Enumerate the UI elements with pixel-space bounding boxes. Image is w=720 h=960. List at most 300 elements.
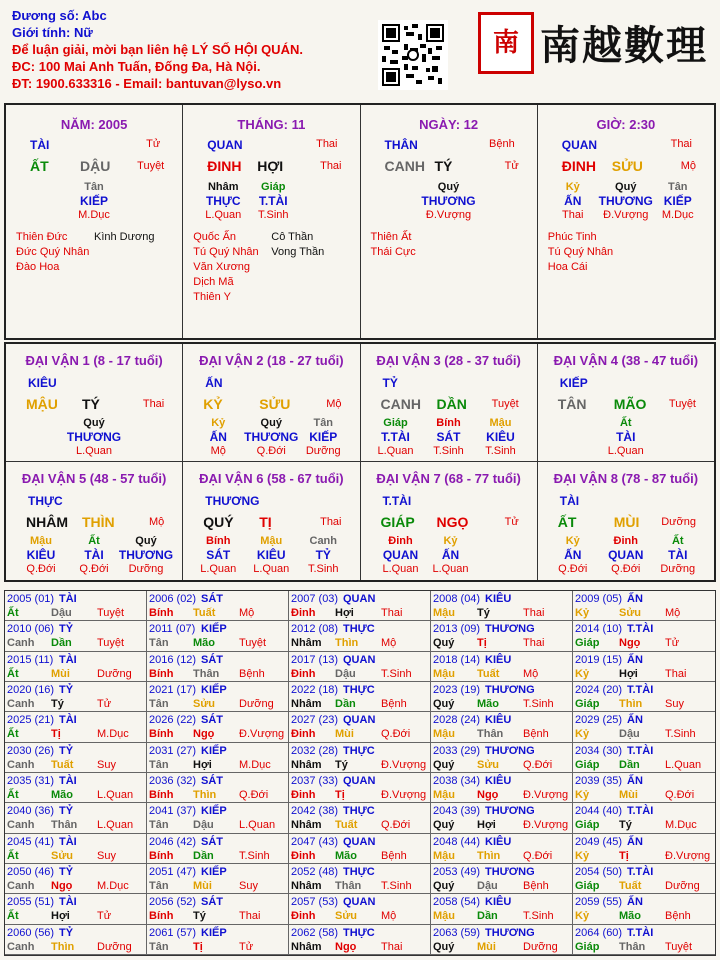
year-stem: Tân	[149, 940, 169, 953]
year-label: 2033 (29)	[433, 744, 481, 757]
year-stem: Bính	[149, 728, 174, 741]
year-cell	[431, 591, 573, 621]
year-stage: Mộ	[381, 910, 397, 923]
year-cell	[5, 712, 147, 742]
year-stem: Bính	[149, 849, 174, 862]
year-cell	[5, 621, 147, 651]
year-stem: Giáp	[575, 940, 600, 953]
year-label: 2063 (59)	[433, 926, 481, 939]
year-branch: Dậu	[51, 607, 72, 619]
year-cell	[289, 712, 431, 742]
dai-van-stage: Thai	[320, 516, 342, 528]
pillar-stage-top: Tử	[146, 138, 161, 150]
year-ten-god: ẤN	[627, 835, 643, 848]
year-stem: Kỷ	[575, 789, 590, 801]
dai-van-stage: Mộ	[326, 398, 342, 410]
year-stem: Đinh	[291, 607, 316, 619]
year-branch: Tuất	[619, 880, 642, 892]
pillar-stem: ẤT	[30, 158, 49, 174]
year-cell	[573, 834, 715, 864]
year-branch: Mùi	[619, 789, 638, 801]
year-branch: Hợi	[51, 910, 70, 923]
year-stage: Q.Đới	[523, 758, 553, 771]
hidden-ten-god: SÁT	[436, 430, 461, 444]
year-branch: Thìn	[51, 940, 75, 953]
year-label: 2045 (41)	[7, 835, 55, 848]
year-ten-god: KIÊU	[485, 896, 512, 909]
hidden-stem	[648, 180, 708, 222]
year-stage: Suy	[97, 758, 116, 771]
year-stage: Thai	[665, 667, 687, 680]
year-label: 2041 (37)	[149, 805, 197, 818]
year-cell	[5, 591, 147, 621]
dai-van-title: ĐẠI VẬN 8 (78 - 87 tuổi)	[553, 471, 699, 486]
year-stem: Nhâm	[291, 698, 322, 710]
dai-van-title: ĐẠI VẬN 5 (48 - 57 tuổi)	[21, 471, 167, 486]
year-stage: M.Dục	[97, 880, 129, 892]
year-stem: Bính	[149, 910, 174, 923]
year-stem: Canh	[7, 880, 35, 892]
dai-van-ten-god: T.TÀI	[382, 494, 412, 508]
hidden-stem-name: Mậu	[489, 417, 512, 429]
year-stage: Bệnh	[381, 698, 407, 710]
year-label: 2061 (57)	[149, 926, 197, 939]
dai-van-branch: MÃO	[613, 396, 647, 412]
year-stage: Dưỡng	[97, 940, 132, 953]
year-stage: Thai	[523, 607, 545, 619]
year-stem: Tân	[149, 819, 169, 832]
year-stem: Tân	[149, 637, 169, 650]
year-cell	[289, 773, 431, 803]
year-branch: Dậu	[477, 880, 498, 892]
year-branch: Thân	[51, 819, 78, 832]
hidden-ten-god: SÁT	[206, 548, 231, 562]
hidden-stem-name: Quý	[135, 535, 157, 547]
dai-van-ten-god: THỰC	[28, 494, 63, 508]
year-ten-god: THƯƠNG	[485, 866, 535, 878]
pillar-title: GIỜ: 2:30	[596, 117, 656, 132]
year-label: 2035 (31)	[7, 775, 55, 787]
hidden-stage: L.Quan	[432, 563, 469, 575]
year-label: 2036 (32)	[149, 775, 197, 787]
year-ten-god: THỰC	[343, 926, 375, 939]
year-branch: Mùi	[51, 667, 70, 680]
year-branch: Sửu	[619, 607, 642, 619]
year-stage: Đ.Vượng	[239, 728, 285, 741]
year-ten-god: THƯƠNG	[485, 926, 535, 939]
hidden-ten-god: ẤN	[209, 430, 227, 444]
pillar-branch: SỬU	[611, 158, 643, 174]
year-ten-god: KIÊU	[485, 714, 512, 727]
hidden-stem	[241, 416, 301, 458]
hidden-ten-god: KIẾP	[79, 194, 108, 208]
year-stem: Mậu	[433, 789, 455, 801]
year-stem: Bính	[149, 667, 174, 680]
pillar-stage-top: Bệnh	[489, 138, 515, 150]
hidden-stem-name: Kỷ	[443, 535, 458, 547]
dai-van-stage: Tuyệt	[491, 398, 519, 410]
pillar-stage-top: Thai	[316, 138, 338, 150]
red-seal-logo	[478, 12, 534, 74]
year-branch: Tị	[335, 789, 345, 801]
year-stage: Mộ	[665, 607, 681, 619]
dai-van-row	[6, 462, 714, 580]
year-branch: Tý	[619, 819, 632, 832]
year-ten-god: ẤN	[627, 775, 643, 787]
dai-van-row	[6, 344, 714, 462]
dai-van-ten-god: TÀI	[559, 494, 580, 508]
hidden-ten-god: TỶ	[315, 548, 331, 562]
hidden-stem-name: Ất	[671, 535, 684, 547]
star-good: Văn Xương	[193, 261, 251, 273]
year-label: 2024 (20)	[575, 684, 623, 696]
year-ten-god: TÀI	[59, 593, 77, 605]
pillar-3	[361, 105, 538, 338]
year-label: 2052 (48)	[291, 866, 339, 878]
year-cell	[5, 894, 147, 924]
star-good: Quốc Ấn	[193, 231, 237, 243]
dai-van-ten-god: KIÊU	[28, 376, 57, 390]
star-row	[16, 230, 154, 245]
year-ten-god: THỰC	[343, 744, 375, 757]
year-branch: Hợi	[477, 819, 496, 832]
star-row	[548, 230, 626, 245]
hidden-stem-name: Quý	[260, 417, 282, 429]
year-stem: Kỷ	[575, 607, 590, 619]
hidden-stem-name: Bính	[206, 535, 231, 547]
hidden-stage: L.Quan	[253, 563, 290, 575]
year-branch: Tị	[51, 728, 61, 741]
star-row	[16, 260, 154, 275]
year-stage: Tuyệt	[239, 637, 267, 650]
hidden-stem	[366, 416, 426, 458]
year-stem: Quý	[433, 880, 455, 892]
pillar-stem: ĐINH	[561, 158, 596, 174]
year-cell	[289, 682, 431, 712]
year-stem: Mậu	[433, 728, 455, 741]
year-label: 2049 (45)	[575, 835, 623, 848]
dai-van-branch: SỬU	[259, 396, 291, 412]
year-branch: Tý	[477, 607, 490, 619]
year-ten-god: SÁT	[201, 593, 223, 605]
year-cell	[573, 803, 715, 833]
dai-van-title: ĐẠI VẬN 7 (68 - 77 tuổi)	[376, 471, 521, 486]
year-ten-god: T.TÀI	[627, 866, 654, 878]
year-label: 2051 (47)	[149, 866, 197, 878]
pillar-ten-god: TÀI	[30, 138, 50, 152]
year-stem: Quý	[433, 940, 455, 953]
hidden-stem-name: Đinh	[613, 535, 638, 547]
dai-van-branch: NGỌ	[436, 514, 469, 530]
star-bad: Vong Thần	[271, 246, 325, 258]
year-cell	[289, 743, 431, 773]
year-branch: Thân	[477, 728, 504, 741]
hidden-stage: M.Dục	[78, 209, 110, 221]
year-cell	[573, 621, 715, 651]
year-stage: Bệnh	[523, 880, 549, 892]
year-label: 2008 (04)	[433, 593, 481, 605]
hidden-ten-god: ẤN	[441, 548, 460, 562]
year-ten-god: QUAN	[343, 593, 376, 605]
year-stage: T.Sinh	[523, 698, 554, 710]
hidden-stage: Mộ	[210, 445, 226, 457]
year-label: 2062 (58)	[291, 926, 339, 939]
year-cell	[147, 621, 289, 651]
year-cell	[573, 864, 715, 894]
year-cell	[147, 803, 289, 833]
year-cell	[289, 925, 431, 955]
year-label: 2042 (38)	[291, 805, 339, 818]
year-stem: Nhâm	[291, 880, 322, 892]
year-label: 2060 (56)	[7, 926, 55, 939]
year-branch: Tuất	[51, 758, 74, 771]
year-branch: Tý	[51, 698, 64, 710]
year-branch: Ngọ	[477, 789, 499, 801]
dai-van-title: ĐẠI VẬN 6 (58 - 67 tuổi)	[199, 471, 344, 486]
year-stem: Giáp	[575, 698, 600, 710]
year-cell	[5, 773, 147, 803]
year-label: 2022 (18)	[291, 684, 339, 696]
year-cell	[147, 652, 289, 682]
year-label: 2053 (49)	[433, 866, 481, 878]
star-good: Thiên Y	[193, 291, 231, 303]
hidden-ten-god: T.TÀI	[258, 194, 288, 208]
year-cell	[573, 591, 715, 621]
pillar-stage: Mộ	[680, 160, 696, 172]
year-cell	[147, 834, 289, 864]
year-cell	[5, 864, 147, 894]
dai-van-5	[6, 462, 183, 580]
year-branch: Mão	[477, 698, 499, 710]
year-branch: Dậu	[335, 667, 356, 680]
hidden-stage: L.Quan	[607, 445, 644, 457]
hidden-stem-name: Quý	[615, 181, 637, 193]
year-cell	[431, 864, 573, 894]
year-label: 2019 (15)	[575, 653, 623, 666]
hidden-stem	[596, 416, 656, 458]
year-label: 2058 (54)	[433, 896, 481, 909]
hidden-stage: Q.Đới	[26, 563, 56, 575]
dai-van-title: ĐẠI VẬN 3 (28 - 37 tuổi)	[376, 353, 521, 368]
hidden-ten-god: THƯƠNG	[598, 194, 653, 208]
year-label: 2040 (36)	[7, 805, 55, 818]
year-ten-god: THỰC	[343, 805, 375, 818]
year-cell	[147, 925, 289, 955]
hidden-stem-name: Giáp	[383, 417, 408, 429]
hidden-stage: T.Sinh	[257, 209, 289, 221]
dai-van-stem: GIÁP	[380, 514, 415, 530]
year-label: 2031 (27)	[149, 744, 197, 757]
year-ten-god: QUAN	[343, 775, 376, 787]
year-stem: Ất	[7, 849, 19, 862]
year-ten-god: THƯƠNG	[485, 744, 535, 757]
year-label: 2020 (16)	[7, 684, 55, 696]
year-branch: Hợi	[619, 667, 638, 680]
hidden-stem	[188, 416, 248, 458]
hidden-stem-name: Tân	[313, 417, 334, 429]
hidden-ten-god: THỰC	[205, 194, 241, 208]
year-stage: Q.Đới	[381, 728, 411, 741]
year-label: 2056 (52)	[149, 896, 197, 909]
year-stem: Quý	[433, 698, 455, 710]
year-label: 2013 (09)	[433, 623, 481, 636]
hidden-stage: Dưỡng	[305, 445, 341, 457]
year-stage: Suy	[239, 880, 258, 892]
year-stem: Giáp	[575, 637, 600, 650]
hidden-stem	[64, 180, 124, 222]
year-stage: Q.Đới	[665, 789, 695, 801]
year-ten-god: SÁT	[201, 775, 223, 787]
hidden-stem	[543, 180, 603, 222]
year-label: 2026 (22)	[149, 714, 197, 727]
year-ten-god: KIÊU	[485, 653, 512, 666]
year-cell	[573, 894, 715, 924]
year-stem: Kỷ	[575, 849, 590, 862]
pillar-stage: Tử	[504, 160, 519, 172]
star-row	[371, 245, 449, 260]
year-label: 2037 (33)	[291, 775, 339, 787]
year-ten-god: T.TÀI	[627, 805, 654, 818]
year-stage: T.Sinh	[381, 880, 412, 892]
year-ten-god: KIẾP	[201, 623, 227, 636]
year-ten-god: TÀI	[59, 653, 77, 666]
dai-van-branch: DẦN	[436, 396, 467, 412]
year-cell	[573, 743, 715, 773]
year-stage: Bệnh	[381, 849, 407, 862]
dai-van-stage: Thai	[142, 398, 165, 410]
dai-van-branch: TÝ	[82, 396, 100, 412]
year-cell	[147, 682, 289, 712]
star-good: Dịch Mã	[193, 276, 234, 288]
year-branch: Thân	[619, 940, 646, 953]
star-row	[371, 230, 449, 245]
qr-code[interactable]	[378, 20, 448, 90]
year-stage: Thai	[381, 940, 403, 953]
year-stage: Đ.Vượng	[665, 849, 711, 862]
year-cell	[573, 925, 715, 955]
hidden-ten-god: KIẾP	[309, 430, 338, 444]
year-branch: Dậu	[193, 819, 214, 832]
year-stem: Nhâm	[291, 940, 322, 953]
hidden-stem	[241, 534, 301, 576]
year-ten-god: TỶ	[59, 744, 74, 757]
year-label: 2016 (12)	[149, 653, 197, 666]
year-cell	[573, 682, 715, 712]
year-branch: Dần	[51, 637, 72, 650]
hidden-stem	[419, 180, 479, 222]
four-pillars-panel	[4, 103, 716, 340]
year-ten-god: T.TÀI	[627, 926, 654, 939]
year-cell	[431, 652, 573, 682]
dai-van-stem: ẤT	[557, 514, 577, 530]
year-label: 2038 (34)	[433, 775, 481, 787]
year-stage: Bệnh	[239, 667, 265, 680]
phone-email: ĐT: 1900.633316 - Email: bantuvan@lyso.vn	[12, 76, 282, 91]
year-stage: Đ.Vượng	[523, 819, 569, 832]
year-stem: Canh	[7, 698, 35, 710]
year-ten-god: KIẾP	[201, 805, 227, 818]
star-good: Đức Quý Nhân	[16, 246, 90, 258]
year-ten-god: TỶ	[59, 684, 74, 696]
pillar-ten-god: QUAN	[561, 138, 598, 152]
year-stem: Mậu	[433, 607, 455, 619]
year-ten-god: KIẾP	[201, 926, 227, 939]
year-branch: Hợi	[193, 758, 212, 771]
year-branch: Dần	[619, 758, 640, 771]
hidden-stem-name: Giáp	[261, 181, 286, 193]
hidden-stem-name: Kỷ	[211, 417, 226, 429]
dai-van-branch: MÙI	[613, 514, 640, 530]
hidden-stage: Dưỡng	[128, 563, 164, 575]
year-ten-god: ẤN	[627, 653, 643, 666]
year-label: 2014 (10)	[575, 623, 623, 636]
year-branch: Thân	[193, 667, 220, 680]
hidden-stage: T.Sinh	[433, 445, 464, 457]
hidden-stem-name: Kỷ	[565, 535, 580, 547]
year-branch: Dần	[193, 849, 214, 862]
year-branch: Tuất	[477, 667, 500, 680]
hidden-stem	[419, 416, 479, 458]
year-stem: Quý	[433, 819, 455, 832]
year-ten-god: SÁT	[201, 714, 223, 727]
hidden-ten-god: THƯƠNG	[66, 430, 122, 444]
pillar-stars	[548, 230, 626, 275]
pillar-stars	[16, 230, 154, 275]
star-good: Hoa Cái	[547, 261, 588, 273]
year-stem: Canh	[7, 637, 35, 650]
star-bad: Cô Thần	[271, 231, 314, 243]
hidden-stem	[648, 534, 708, 576]
seal-glyph: 南	[492, 28, 519, 58]
pillar-branch: HỢI	[257, 158, 284, 174]
pillar-stars	[193, 230, 324, 305]
year-cell	[431, 743, 573, 773]
hidden-stem	[188, 534, 248, 576]
year-stage: Thai	[523, 637, 545, 650]
pillar-stem: CANH	[384, 158, 425, 174]
year-cell	[431, 803, 573, 833]
year-ten-god: QUAN	[343, 835, 376, 848]
year-cell	[147, 773, 289, 803]
year-stage: Dưỡng	[97, 667, 132, 680]
hidden-stage: Đ.Vượng	[603, 209, 649, 221]
dai-van-4	[538, 344, 714, 461]
pillar-branch: TÝ	[434, 158, 453, 174]
dai-van-title: ĐẠI VẬN 1 (8 - 17 tuổi)	[25, 353, 163, 368]
year-label: 2021 (17)	[149, 684, 197, 696]
year-ten-god: QUAN	[343, 896, 376, 909]
year-stem: Đinh	[291, 728, 316, 741]
year-label: 2032 (28)	[291, 744, 339, 757]
year-branch: Tị	[193, 940, 203, 953]
hidden-stage: Đ.Vượng	[425, 209, 472, 221]
hidden-stem	[64, 416, 124, 458]
hidden-ten-god: TÀI	[616, 430, 636, 444]
dai-van-ten-god: THƯƠNG	[205, 494, 260, 508]
address: ĐC: 100 Mai Anh Tuấn, Đống Đa, Hà Nội.	[12, 59, 261, 74]
hidden-stage: Q.Đới	[79, 563, 109, 575]
year-stage: Q.Đới	[239, 789, 269, 801]
header-info	[12, 8, 303, 93]
pillar-ten-god: THÂN	[384, 138, 418, 152]
dai-van-branch: THÌN	[82, 514, 115, 530]
hidden-stem-name: Ất	[88, 535, 100, 547]
year-stem: Ất	[7, 728, 19, 741]
star-good: Thiên Đức	[16, 231, 68, 243]
dai-van-stem: MẬU	[26, 396, 58, 412]
pillar-stem: ĐINH	[207, 158, 242, 174]
year-stem: Ất	[7, 667, 19, 680]
